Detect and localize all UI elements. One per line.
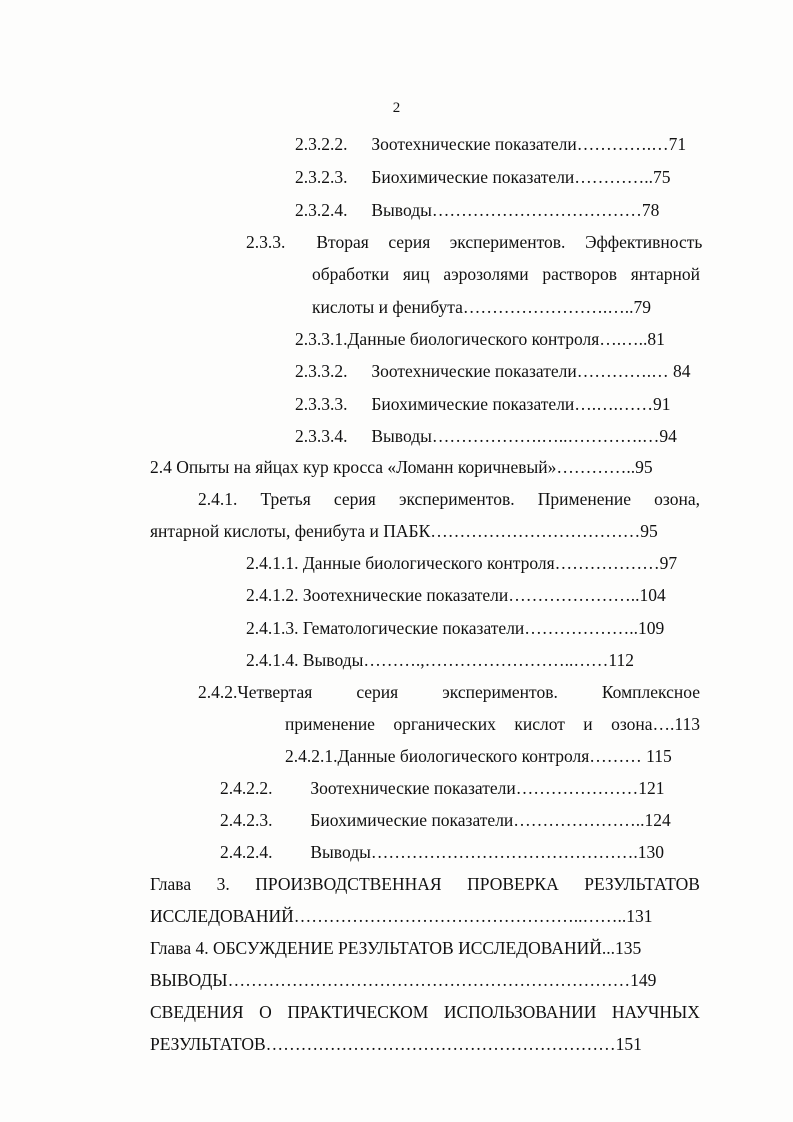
toc-entry-number: 2.4.2.3. [220,810,273,830]
toc-entry-text: ИССЛЕДОВАНИЙ…………………………………………..……..131 [150,906,653,926]
word: ПРОВЕРКА [467,874,559,894]
word: Вторая [316,232,369,252]
toc-chapter [150,937,641,959]
word: О [259,1002,272,1022]
word: 2.4.1. [198,489,238,509]
toc-entry [295,393,671,415]
toc-entry-text: Зоотехнические показатели………….…71 [371,134,687,154]
toc-entry [295,360,690,382]
toc-entry-text: Биохимические показатели…………..75 [371,167,671,187]
toc-chapter-continuation [150,1033,642,1055]
toc-entry-text: янтарной кислоты, фенибута и ПАБК………………………………95 [150,521,658,541]
toc-entry-text: 2.4.1.4. Выводы……….,……………………..……112 [246,650,634,670]
toc-entry-text: Выводы……………….…..………….…94 [371,426,677,446]
toc-entry-number: 2.3.3.3. [295,394,348,414]
word: Эффективность [584,232,703,252]
toc-entry [220,841,664,863]
word: обработки [312,264,390,284]
toc-entry-text: 2.4 Опыты на яйцах кур кросса «Ломанн коричневый»…………..95 [150,457,653,477]
toc-entry-text: 2.3.3.1.Данные биологического контроля….…..81 [295,329,665,349]
toc-entry [246,649,634,671]
toc-entry-number: 2.3.2.2. [295,134,348,154]
toc-entry-number: 2.4.2.2. [220,778,273,798]
toc-entry [246,552,677,574]
word: яиц [402,264,430,284]
toc-entry-text: 2.4.1.2. Зоотехнические показатели…………………..104 [246,585,666,605]
toc-entry [285,745,672,767]
word: применение [285,714,375,734]
toc-entry [246,617,664,639]
word: экспериментов. [449,232,566,252]
word: ПРАКТИЧЕСКОМ [287,1002,429,1022]
word: Третья [260,489,311,509]
word: 3. [216,874,230,894]
toc-entry-text: Выводы……………………………………….130 [310,842,664,862]
toc-entry-continuation [285,713,700,735]
toc-entry-text: Зоотехнические показатели………….… 84 [371,361,691,381]
toc-chapter [150,873,700,895]
word: ПРОИЗВОДСТВЕННАЯ [255,874,442,894]
toc-entry [295,133,686,155]
toc-chapter [150,1001,700,1023]
toc-entry-number: 2.3.3.4. [295,426,348,446]
toc-entry-number: 2.4.2.4. [220,842,273,862]
toc-entry [150,456,653,478]
toc-entry-number: 2.3.3.2. [295,361,348,381]
toc-entry-text: ВЫВОДЫ……………………………………………………………149 [150,970,657,990]
word: растворов [542,264,617,284]
word: серия [356,682,399,702]
word: аэрозолями [443,264,529,284]
word: экспериментов. [442,682,558,702]
toc-entry-text [316,231,702,253]
toc-entry-text: Зоотехнические показатели…………………121 [310,778,665,798]
word: 2.4.2.Четвертая [198,682,313,702]
word: Применение [537,489,631,509]
word: серия [333,489,376,509]
toc-entry [246,584,666,606]
word: янтарной [630,264,700,284]
toc-entry [220,809,671,831]
word: озона, [654,489,700,509]
toc-entry-number: 2.3.2.3. [295,167,348,187]
toc-entry-text: Биохимические показатели….….……91 [371,394,671,414]
toc-entry-text: Выводы………………………………78 [371,200,660,220]
toc-entry-continuation [312,296,651,318]
toc-entry [295,199,659,221]
toc-entry-text: 2.4.2.1.Данные биологического контроля……… 115 [285,746,672,766]
toc-entry [220,777,664,799]
word: НАУЧНЫХ [611,1002,700,1022]
page-number: 2 [392,100,401,116]
word: СВЕДЕНИЯ [150,1002,244,1022]
toc-entry-continuation [150,520,658,542]
toc-entry [246,231,703,253]
toc-entry-text: 2.4.1.3. Гематологические показатели………………..109 [246,618,665,638]
toc-entry-text: кислоты и фенибута…………………….…..79 [312,297,651,317]
toc-entry [295,328,665,350]
toc-chapter [150,969,656,991]
toc-entry-text: Глава 4. ОБСУЖДЕНИЕ РЕЗУЛЬТАТОВ ИССЛЕДОВАНИЙ...135 [150,938,642,958]
toc-entry [295,166,671,188]
toc-entry-number: 2.3.3. [246,232,286,252]
word: Комплексное [601,682,700,702]
word: и [583,714,593,734]
toc-entry-text: Биохимические показатели…………………..124 [310,810,671,830]
word: ИСПОЛЬЗОВАНИИ [443,1002,597,1022]
word: озона….113 [611,714,700,734]
word: органических [393,714,496,734]
word: РЕЗУЛЬТАТОВ [584,874,700,894]
toc-entry-text: 2.4.1.1. Данные биологического контроля………………97 [246,553,678,573]
toc-entry [198,681,700,703]
toc-entry-continuation [312,263,700,285]
word: кислот [514,714,565,734]
toc-chapter-continuation [150,905,653,927]
toc-entry [198,488,700,510]
toc-entry-text: РЕЗУЛЬТАТОВ……………………………………………………151 [150,1034,642,1054]
word: серия [388,232,431,252]
toc-entry-number: 2.3.2.4. [295,200,348,220]
word: экспериментов. [398,489,515,509]
word: Глава [150,874,192,894]
toc-entry [295,425,677,447]
